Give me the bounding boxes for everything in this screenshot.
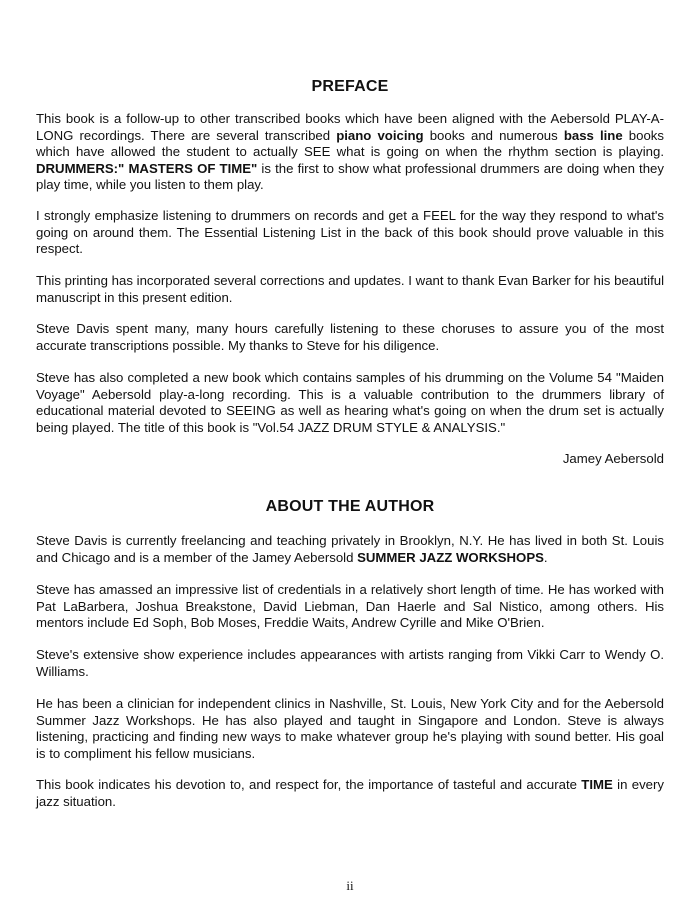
bold-run: bass line — [563, 127, 623, 143]
text-run: Steve Davis is currently freelancing and teaching privately in Brooklyn, N.Y. He has lived in both St. Louis and Chicago and is a member of the Jamey Aebersold — [36, 533, 664, 565]
preface-heading: PREFACE — [311, 78, 389, 95]
bold-run: DRUMMERS:" MASTERS OF TIME" — [36, 160, 258, 176]
page-number: ii — [346, 878, 354, 893]
bold-run: SUMMER JAZZ WORKSHOPS — [357, 549, 544, 565]
bold-run: TIME — [581, 777, 613, 792]
author-paragraph-4: He has been a clinician for independent clinics in Nashville, St. Louis, New York City and for the Aebersold Summer Jazz Workshops. He has also played and taught in Singapore and London. Steve is always listening, practicing and finding new ways to make whatever group he's playing with sound better. His goal is to compliment his fellow musicians. — [36, 696, 664, 761]
author-paragraph-2: Steve has amassed an impressive list of credentials in a relatively short length of time. He has worked with Pat LaBarbera, Joshua Breakstone, David Liebman, Dan Haerle and Sal Nistico, among others. His mentors include Ed Soph, Bob Moses, Freddie Waits, Andrew Cyrille and Mike O'Brien. — [36, 582, 664, 631]
text-run: in every jazz situation. — [36, 777, 665, 809]
signature: Jamey Aebersold — [562, 451, 664, 466]
preface-paragraph-5: Steve has also completed a new book which contains samples of his drumming on the Volume 54 "Maiden Voyage" Aebersold play-a-long recording. This is a valuable contribution to the drummers library of educational material devoted to SEEING as well as hearing what's going on when the drum set is actually being played. The title of this book is "Vol.54 JAZZ DRUM STYLE & ANALYSIS." — [36, 370, 664, 435]
preface-paragraph-3: This printing has incorporated several corrections and updates. I want to thank Evan Barker for his beautiful manuscript in this present edition. — [36, 273, 664, 305]
bold-run: piano voicing — [336, 127, 424, 143]
author-paragraph-1 — [36, 533, 664, 566]
document-page — [36, 0, 664, 906]
text-run: This book is a follow-up to other transcribed books which have been aligned with the Aebersold PLAY-A-LONG recordings. There are several transcribed — [36, 111, 664, 143]
text-run: This book indicates his devotion to, and respect for, the importance of tasteful and accurate — [36, 777, 582, 792]
text-run: . — [543, 549, 548, 565]
text-run: is the first to show what professional drummers are doing when they play time, while you listen to them play. — [36, 160, 664, 193]
author-paragraph-5 — [36, 777, 664, 810]
author-paragraph-3: Steve's extensive show experience includes appearances with artists ranging from Vikki Carr to Wendy O. Williams. — [36, 647, 664, 679]
text-run: books and numerous — [423, 127, 564, 143]
author-heading: ABOUT THE AUTHOR — [265, 498, 435, 515]
preface-paragraph-1 — [36, 111, 664, 194]
text-run: books which have allowed the student to actually SEE what is going on when the rhythm section is playing. — [36, 127, 664, 160]
preface-paragraph-2: I strongly emphasize listening to drummers on records and get a FEEL for the way they respond to what's going on around them. The Essential Listening List in the back of this book should prove valuable in this respect. — [36, 208, 664, 257]
preface-paragraph-4: Steve Davis spent many, many hours carefully listening to these choruses to assure you of the most accurate transcriptions possible. My thanks to Steve for his diligence. — [36, 321, 664, 353]
